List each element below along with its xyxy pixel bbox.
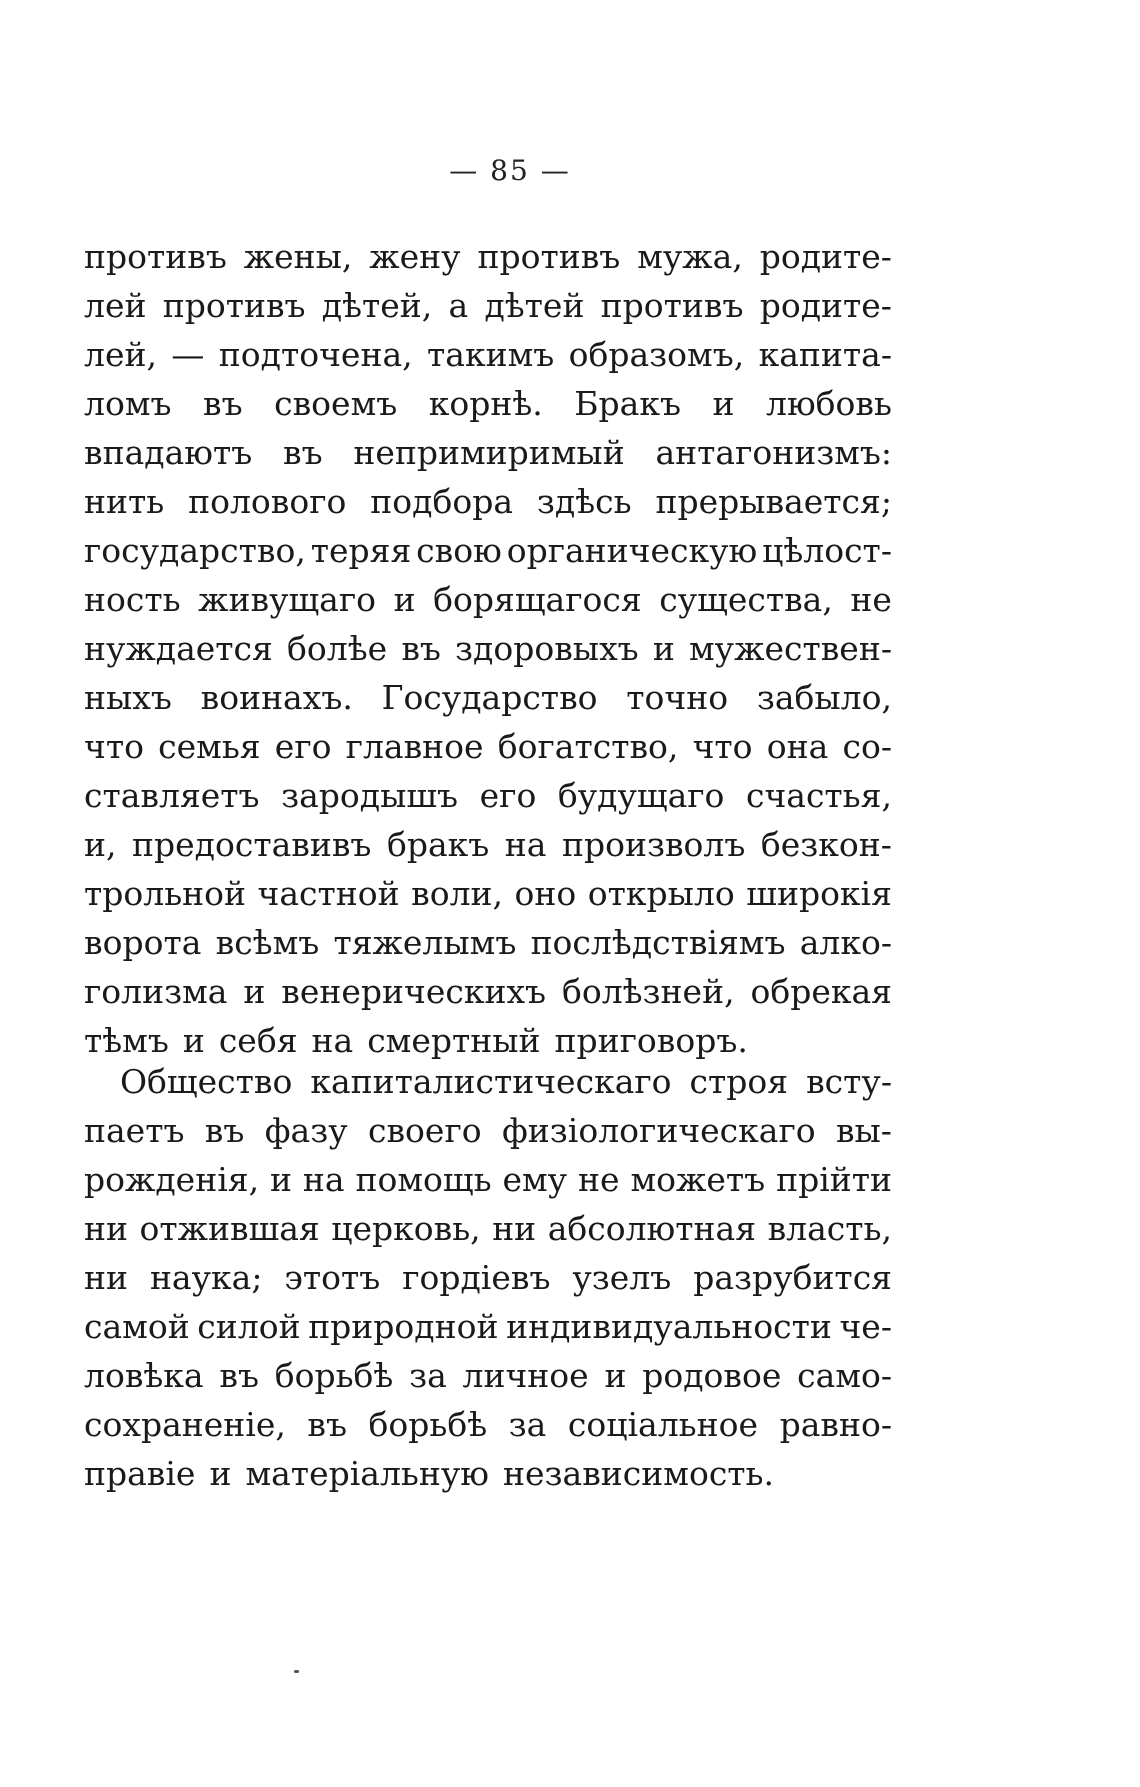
word: родите- [759,286,892,325]
word: паетъ [84,1111,185,1150]
word: разрубится [693,1258,892,1297]
word: и [243,972,266,1011]
word: антагонизмъ: [655,433,892,472]
word: и [604,1356,627,1395]
text-line [84,1253,892,1302]
text-line [84,1449,892,1498]
word: частной [257,874,400,913]
word: и [393,580,416,619]
text-line [84,428,892,477]
word: дѣтей [484,286,585,325]
word: свою [416,531,502,570]
word: Бракъ [574,384,681,423]
word: живущаго [198,580,377,619]
word: на [302,1160,345,1199]
word: ставляетъ [84,776,260,815]
word: и [269,1160,292,1199]
word: че- [839,1307,892,1346]
word: въ [203,384,243,423]
word: жену [369,237,461,276]
word: нуждается [84,629,273,668]
word: въ [283,433,323,472]
word: помощь [355,1160,492,1199]
word: родовое [642,1356,782,1395]
word: венерическихъ [281,972,547,1011]
word: въ [219,1356,259,1395]
word: ловѣка [84,1356,204,1395]
word: цѣлост- [762,531,892,570]
word: жены, [243,237,353,276]
text-line [84,1057,892,1106]
text-line [84,624,892,673]
word: любовь [765,384,892,423]
word: въ [307,1405,347,1444]
word: послѣдствіямъ [530,923,786,962]
text-line [84,869,892,918]
word: Государство [381,678,598,717]
text-line [84,232,892,281]
word: противъ [477,237,621,276]
word: всѣмъ [215,923,320,962]
word: воли, [411,874,504,913]
word: точно [626,678,729,717]
word: здѣсь [536,482,632,521]
word: лей [84,286,147,325]
word: власть, [767,1209,892,1248]
word: болѣе [287,629,388,668]
word: со- [842,727,892,766]
word: борящагося [433,580,642,619]
word: сохраненіе, [84,1405,286,1444]
word: равно- [779,1405,892,1444]
word: обрекая [750,972,892,1011]
word: абсолютная [547,1209,757,1248]
word: впадаютъ [84,433,253,472]
word: здоровыхъ [455,629,639,668]
word: воинахъ. [200,678,353,717]
word: ни [84,1209,128,1248]
word: всту- [806,1062,892,1101]
word: голизма [84,972,228,1011]
word: широкія [746,874,892,913]
word: произволъ [561,825,746,864]
word: можетъ [630,1160,766,1199]
word: въ [204,1111,245,1150]
word: своего [367,1111,482,1150]
word: наука; [149,1258,263,1297]
text-line [84,673,892,722]
word: и [652,629,675,668]
word: бракъ [386,825,490,864]
text-line [84,379,892,428]
text-line [84,526,892,575]
word: отжившая [139,1209,320,1248]
word: узелъ [572,1258,672,1297]
word: оно [514,874,577,913]
word: открыло [587,874,735,913]
text-line [84,967,892,1016]
word: капита- [758,335,892,374]
word: на [504,825,547,864]
word: природной [308,1307,499,1346]
word: строя [689,1062,789,1101]
word: образомъ, [568,335,745,374]
word: себя [218,1021,298,1060]
word: государство, [84,531,306,570]
word: индивидуальности [506,1307,832,1346]
word: прерывается; [655,482,892,521]
text-line [84,575,892,624]
word: что [84,727,144,766]
word: такимъ [427,335,555,374]
word: личное [462,1356,589,1395]
word: вы- [835,1111,892,1150]
word: что [692,727,753,766]
word: подбора [370,482,514,521]
text-line [84,477,892,526]
word: соціальное [567,1405,759,1444]
text-line [84,1400,892,1449]
word: предоставивъ [132,825,372,864]
word: и [182,1021,205,1060]
word: болѣзней, [561,972,735,1011]
text-line [84,771,892,820]
word: и [712,384,735,423]
word: она [766,727,829,766]
word: борьбѣ [368,1405,488,1444]
word: въ [401,629,441,668]
text-line [84,820,892,869]
word: на [311,1021,354,1060]
text-line [84,1351,892,1400]
word: родите- [759,237,892,276]
word: зародышъ [281,776,459,815]
word: непримиримый [353,433,625,472]
word: главное [345,727,484,766]
word: ворота [84,923,202,962]
text-line [84,1302,892,1351]
word: рожденія, [84,1160,260,1199]
word: — [171,335,205,374]
page-number: — 85 — [449,154,571,187]
word: прійти [776,1160,892,1199]
word: и [209,1454,232,1493]
word: нить [84,482,165,521]
word: теряя [310,531,412,570]
word: этотъ [284,1258,381,1297]
paragraph-1 [84,232,892,1065]
word: само- [797,1356,892,1395]
word: трольной [84,874,247,913]
text-line [84,1155,892,1204]
text-line [84,918,892,967]
word: алко- [799,923,892,962]
word: полового [188,482,347,521]
word: не [578,1160,620,1199]
word: физіологическаго [501,1111,816,1150]
word: существа, [659,580,833,619]
word: противъ [162,286,306,325]
word: смертный [367,1021,541,1060]
word: богатство, [497,727,679,766]
word: тяжелымъ [333,923,517,962]
paragraph-2 [84,1057,892,1498]
text-line [84,330,892,379]
word: правіе [84,1454,196,1493]
text-line [84,1106,892,1155]
word: мужествен- [689,629,892,668]
word: его [274,727,332,766]
word: церковь, [331,1209,481,1248]
text-line [84,722,892,771]
word: ныхъ [84,678,172,717]
word: Общество [120,1062,293,1101]
word: не [850,580,892,619]
text-line [84,1204,892,1253]
word: подточена, [218,335,413,374]
word: органическую [506,531,758,570]
word: ни [84,1258,128,1297]
word: тѣмъ [84,1021,169,1060]
word: забыло, [756,678,892,717]
word: фазу [264,1111,348,1150]
word: капиталистическаго [310,1062,672,1101]
text-line [84,281,892,330]
word: борьбѣ [274,1356,394,1395]
word: корнѣ. [428,384,543,423]
word: лей, [84,335,157,374]
word: матеріальную [245,1454,490,1493]
word: самой [84,1307,190,1346]
word: ему [502,1160,568,1199]
word: ни [492,1209,537,1248]
word: приговоръ. [554,1021,748,1060]
ink-speck [294,1670,299,1673]
word: безкон- [760,825,892,864]
word: своемъ [274,384,398,423]
word: и, [84,825,117,864]
word: противъ [84,237,227,276]
word: независимость. [503,1454,775,1493]
word: его [479,776,537,815]
word: семья [158,727,261,766]
word: за [409,1356,447,1395]
word: счастья, [745,776,892,815]
word: гордіевъ [402,1258,551,1297]
word: противъ [600,286,744,325]
word: за [508,1405,547,1444]
word: ломъ [84,384,172,423]
word: а [448,286,469,325]
word: будущаго [557,776,725,815]
word: ность [84,580,181,619]
word: силой [197,1307,301,1346]
word: дѣтей, [321,286,433,325]
word: мужа, [637,237,743,276]
